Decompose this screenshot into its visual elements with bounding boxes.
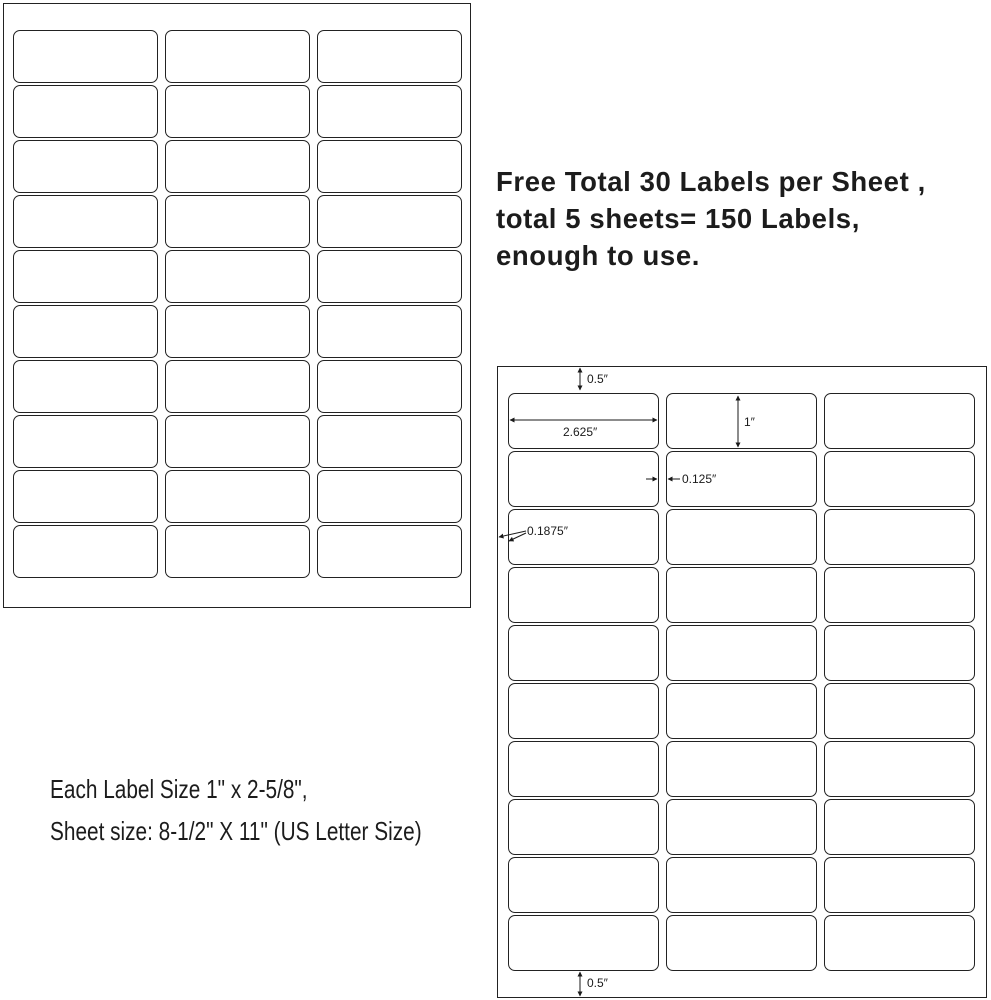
top-margin-label: 0.5″ [587, 372, 608, 386]
promo-line: total 5 sheets= 150 Labels, [496, 203, 860, 234]
label-width-label: 2.625″ [563, 425, 598, 439]
column-gap-dimension [646, 472, 717, 486]
label-height-dimension [738, 396, 756, 447]
side-margin-dimension [499, 524, 569, 541]
label-width-dimension [510, 420, 657, 439]
side-margin-label: 0.1875″ [527, 524, 568, 538]
column-gap-label: 0.125″ [682, 472, 717, 486]
sheet-size-line: Sheet size: 8-1/2" X 11" (US Letter Size) [50, 816, 422, 846]
bottom-margin-dimension [580, 972, 609, 996]
promo-line: Free Total 30 Labels per Sheet , [496, 166, 926, 197]
bottom-margin-label: 0.5″ [587, 976, 608, 990]
promo-line: enough to use. [496, 240, 700, 271]
top-margin-dimension [580, 368, 609, 390]
label-size-line: Each Label Size 1" x 2-5/8", [50, 774, 308, 804]
side-margin-arrow-outer [499, 531, 526, 537]
label-height-label: 1″ [744, 415, 755, 429]
